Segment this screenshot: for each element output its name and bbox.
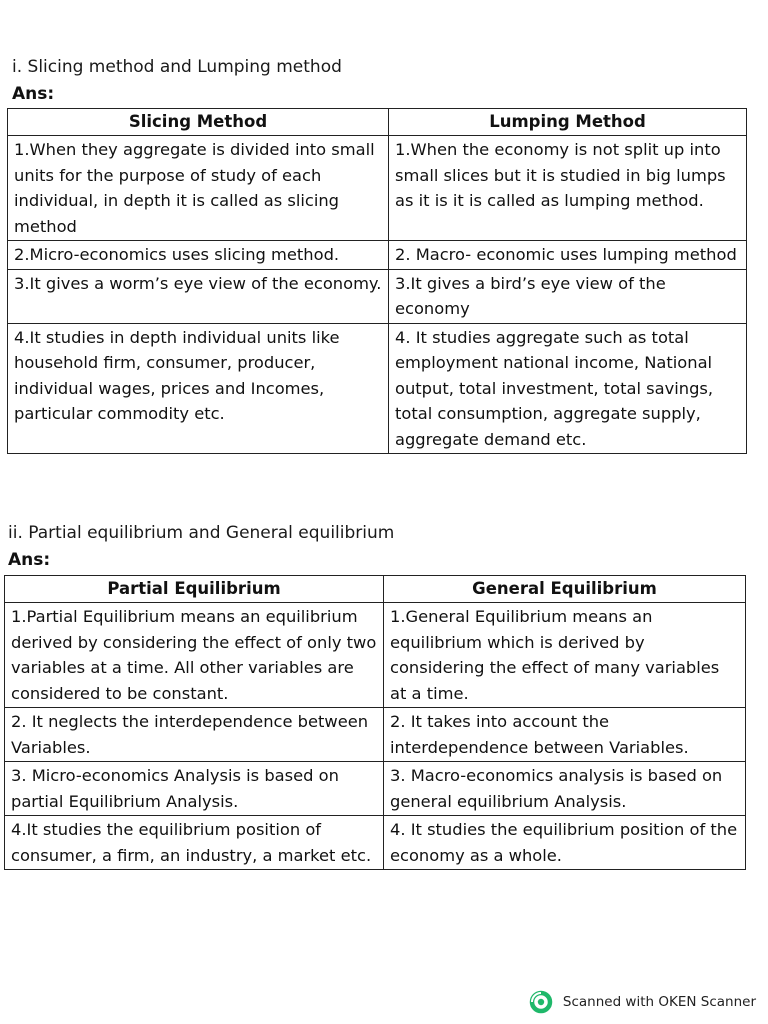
table-cell: 2.Micro-economics uses slicing method. <box>8 241 389 270</box>
slicing-lumping-table <box>7 108 747 454</box>
column-header-slicing: Slicing Method <box>8 109 389 136</box>
table-cell: 4.It studies the equilibrium position of consumer, a firm, an industry, a market etc. <box>5 816 384 870</box>
answer-2-label: Ans: <box>8 550 51 570</box>
table-cell: 2. It neglects the interdependence between Variables. <box>5 708 384 762</box>
table-cell: 1.When the economy is not split up into small slices but it is studied in big lumps as it is it is called as lumping method. <box>389 136 747 241</box>
column-header-lumping: Lumping Method <box>389 109 747 136</box>
table-row <box>5 603 746 708</box>
oken-scanner-logo-icon <box>529 990 553 1014</box>
table-row <box>8 323 747 454</box>
table-cell: 4. It studies the equilibrium position of the economy as a whole. <box>384 816 746 870</box>
table-cell: 3. Macro-economics analysis is based on general equilibrium Analysis. <box>384 762 746 816</box>
scanner-watermark <box>529 990 756 1014</box>
table-row <box>5 816 746 870</box>
table-row <box>8 136 747 241</box>
table-cell: 3.It gives a bird’s eye view of the economy <box>389 269 747 323</box>
table-cell: 4.It studies in depth individual units like household firm, consumer, producer, individual wages, prices and Incomes, particular commodity etc. <box>8 323 389 454</box>
table-cell: 2. It takes into account the interdependence between Variables. <box>384 708 746 762</box>
question-2-title: ii. Partial equilibrium and General equilibrium <box>8 523 395 543</box>
table-row <box>8 269 747 323</box>
table-header-row <box>5 576 746 603</box>
column-header-partial: Partial Equilibrium <box>5 576 384 603</box>
table-cell: 1.General Equilibrium means an equilibrium which is derived by considering the effect of many variables at a time. <box>384 603 746 708</box>
partial-general-equilibrium-table <box>4 575 746 870</box>
table-cell: 2. Macro- economic uses lumping method <box>389 241 747 270</box>
table-row <box>5 762 746 816</box>
table-cell: 4. It studies aggregate such as total employment national income, National output, total investment, total savings, total consumption, aggregate supply, aggregate demand etc. <box>389 323 747 454</box>
table-cell: 3.It gives a worm’s eye view of the economy. <box>8 269 389 323</box>
question-1-title: i. Slicing method and Lumping method <box>12 57 342 77</box>
table-row <box>8 241 747 270</box>
answer-1-label: Ans: <box>12 84 55 104</box>
table-cell: 1.When they aggregate is divided into small units for the purpose of study of each individual, in depth it is called as slicing method <box>8 136 389 241</box>
table-header-row <box>8 109 747 136</box>
column-header-general: General Equilibrium <box>384 576 746 603</box>
table-cell: 1.Partial Equilibrium means an equilibrium derived by considering the effect of only two variables at a time. All other variables are considered to be constant. <box>5 603 384 708</box>
table-row <box>5 708 746 762</box>
scanner-watermark-text: Scanned with OKEN Scanner <box>562 994 756 1010</box>
table-cell: 3. Micro-economics Analysis is based on partial Equilibrium Analysis. <box>5 762 384 816</box>
